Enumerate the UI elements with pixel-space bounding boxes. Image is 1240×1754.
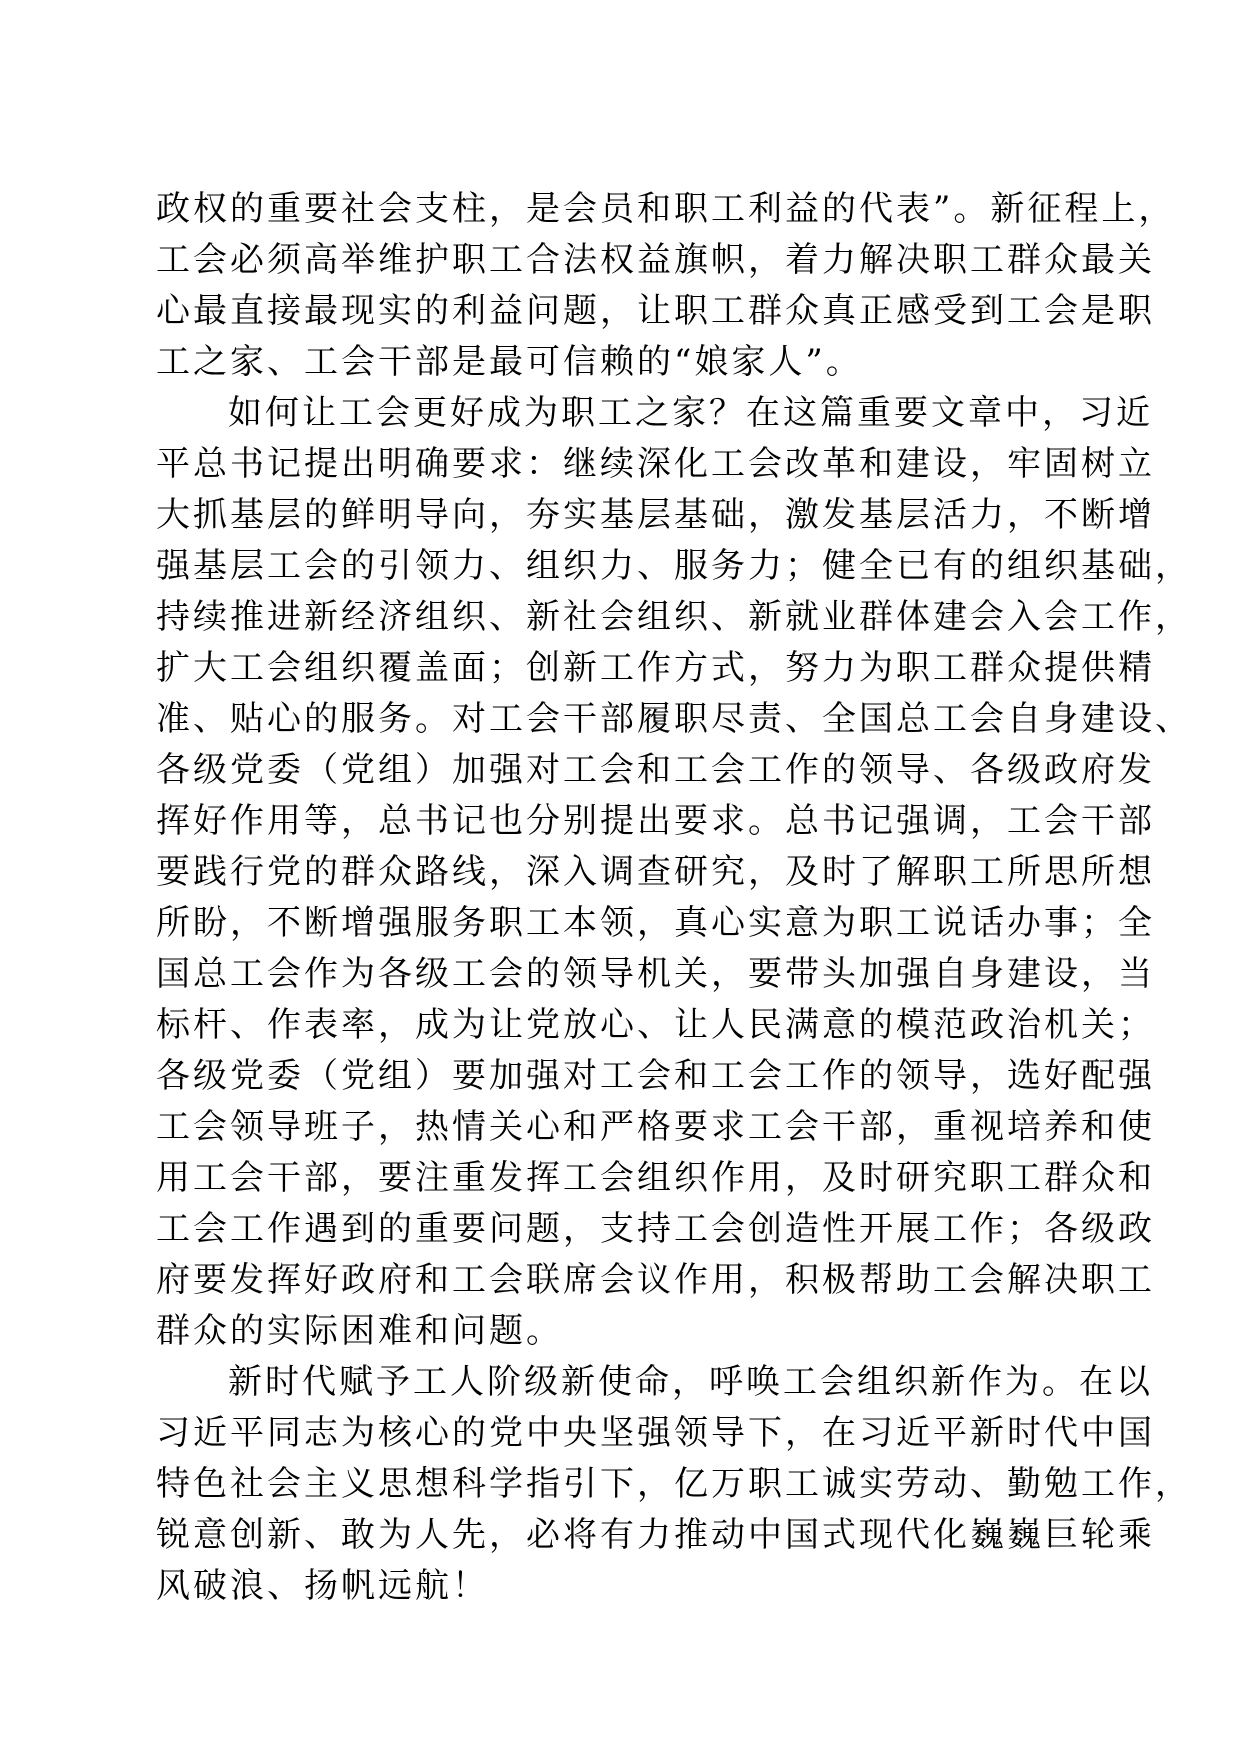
text-line: 工会工作遇到的重要问题，支持工会创造性开展工作；各级政 — [156, 1209, 1155, 1249]
text-line: 工之家、工会干部是最可信赖的“娘家人”。 — [156, 342, 863, 382]
text-line: 工会领导班子，热情关心和严格要求工会干部，重视培养和使 — [156, 1107, 1155, 1147]
text-line: 习近平同志为核心的党中央坚强领导下，在习近平新时代中国 — [156, 1413, 1155, 1453]
text-line: 群众的实际困难和问题。 — [156, 1311, 563, 1351]
text-line: 府要发挥好政府和工会联席会议作用，积极帮助工会解决职工 — [156, 1260, 1155, 1300]
text-line: 各级党委（党组）加强对工会和工会工作的领导、各级政府发 — [156, 750, 1155, 790]
text-line: 特色社会主义思想科学指引下，亿万职工诚实劳动、勤勉工作， — [156, 1464, 1192, 1504]
body-text — [156, 184, 1192, 1612]
text-line: 如何让工会更好成为职工之家？在这篇重要文章中，习近 — [228, 393, 1153, 433]
text-line: 各级党委（党组）要加强对工会和工会工作的领导，选好配强 — [156, 1056, 1155, 1096]
text-line: 锐意创新、敢为人先，必将有力推动中国式现代化巍巍巨轮乘 — [156, 1515, 1155, 1555]
text-line: 标杆、作表率，成为让党放心、让人民满意的模范政治机关； — [156, 1005, 1155, 1045]
text-line: 新时代赋予工人阶级新使命，呼唤工会组织新作为。在以 — [228, 1362, 1153, 1402]
text-line: 政权的重要社会支柱，是会员和职工利益的代表”。新征程上， — [156, 189, 1176, 229]
text-line: 准、贴心的服务。对工会干部履职尽责、全国总工会自身建设、 — [156, 699, 1192, 739]
text-line: 心最直接最现实的利益问题，让职工群众真正感受到工会是职 — [156, 291, 1155, 331]
text-line: 国总工会作为各级工会的领导机关，要带头加强自身建设，当 — [156, 954, 1155, 994]
text-line: 扩大工会组织覆盖面；创新工作方式，努力为职工群众提供精 — [156, 648, 1155, 688]
text-line: 持续推进新经济组织、新社会组织、新就业群体建会入会工作， — [156, 597, 1192, 637]
text-line: 用工会干部，要注重发挥工会组织作用，及时研究职工群众和 — [156, 1158, 1155, 1198]
text-line: 大抓基层的鲜明导向，夯实基层基础，激发基层活力，不断增 — [156, 495, 1155, 535]
text-line: 要践行党的群众路线，深入调查研究，及时了解职工所思所想 — [156, 852, 1155, 892]
text-line: 挥好作用等，总书记也分别提出要求。总书记强调，工会干部 — [156, 801, 1155, 841]
text-line: 平总书记提出明确要求：继续深化工会改革和建设，牢固树立 — [156, 444, 1155, 484]
text-line: 工会必须高举维护职工合法权益旗帜，着力解决职工群众最关 — [156, 240, 1155, 280]
text-line: 强基层工会的引领力、组织力、服务力；健全已有的组织基础， — [156, 546, 1192, 586]
text-line: 所盼，不断增强服务职工本领，真心实意为职工说话办事；全 — [156, 903, 1155, 943]
text-line: 风破浪、扬帆远航！ — [156, 1566, 489, 1606]
